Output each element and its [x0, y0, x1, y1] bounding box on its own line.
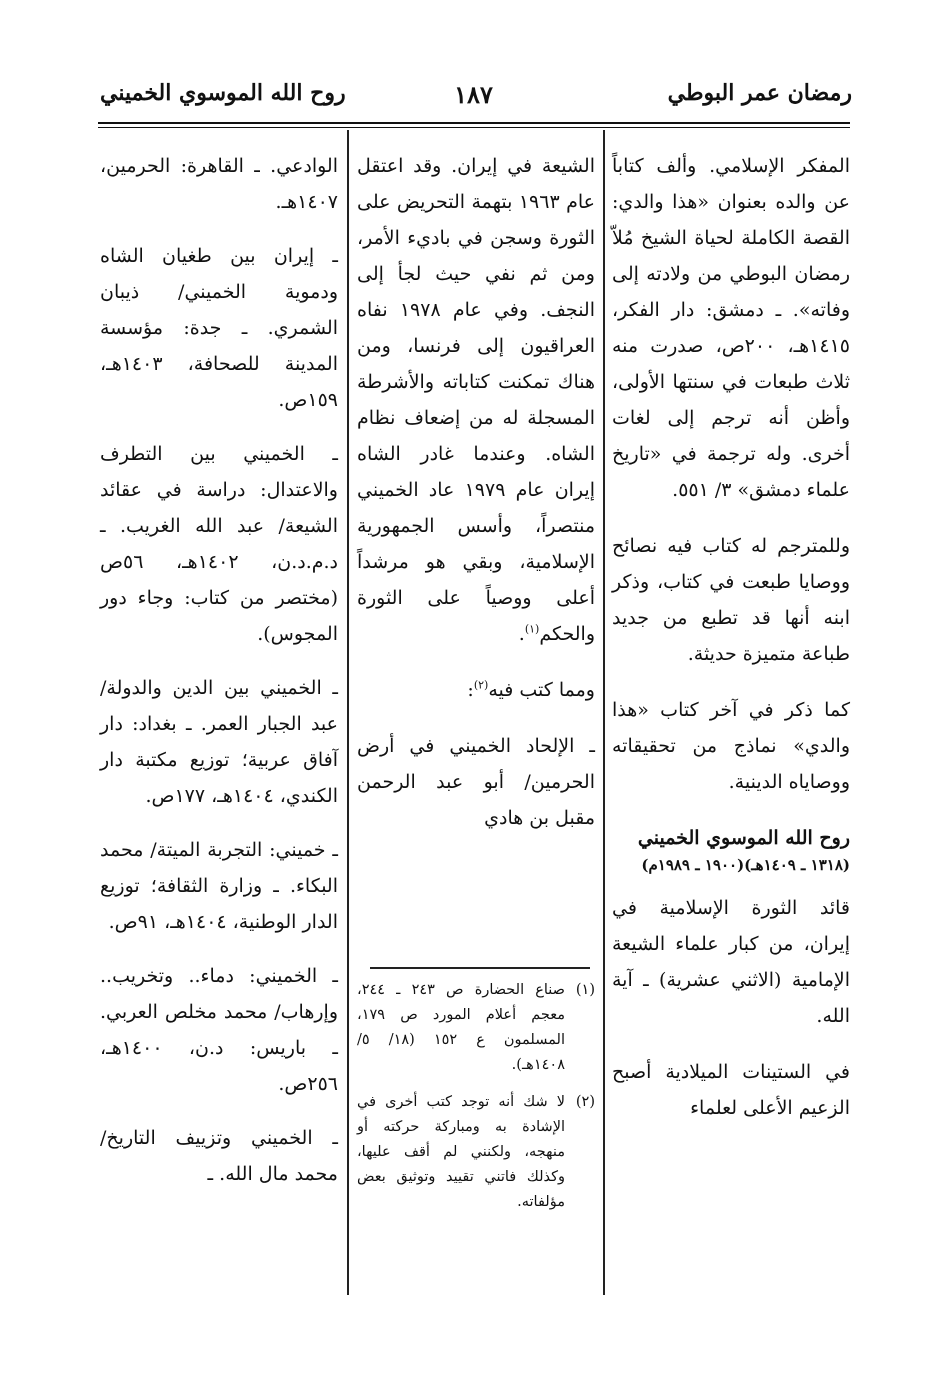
book-entry: ـ الخميني: دماء.. وتخريب.. وإرهاب/ محمد مخلص العربي. ـ باريس: د.ن، ١٤٠٠هـ، ٢٥٦ص. [100, 965, 338, 1095]
paragraph-text: الشيعة في إيران. وقد اعتقل عام ١٩٦٣ بتهمة التحريض على الثورة وسجن في باديء الأمر، ومن ثم نفي حيث لجأ إلى النجف. وفي عام ١٩٧٨ نفاه العراقيون إلى فرنسا، ومن هناك تمكنت كتاباته والأشرطة المسجلة له من إضعاف نظام الشاه. وعندما غادر الشاه إيران عام ١٩٧٩ عاد الخميني منتصراً، وأسس الجمهورية الإسلامية، وبقي هو مرشداً أعلى ووصياً على الثورة والحكم [357, 155, 595, 645]
book-entry: ـ الخميني وتزييف التاريخ/ محمد مال الله. ـ [100, 1127, 338, 1185]
footnote-text: لا شك أنه توجد كتب أخرى في الإشادة به ومباركة حركته أو منهجه، ولكنني لم أقف عليها، وكذلك فاتني تقييد وتوثيق بعض مؤلفاته. [357, 1094, 565, 1210]
biography-heading: روح الله الموسوي الخميني [637, 827, 850, 849]
left-column [100, 148, 338, 1308]
footnote-number: (١) [575, 982, 595, 998]
footnotes [357, 978, 595, 1227]
book-entry: ـ إيران بين طغيان الشاه ودموية الخميني/ ذيبان الشمري. ـ جدة: مؤسسة المدينة للصحافة، ١٤٠٣هـ، ١٥٩ص. [100, 245, 338, 411]
column-divider-left [347, 130, 349, 1295]
footnote-reference: (١) [524, 622, 540, 636]
paragraph-text: ومما كتب فيه [488, 679, 595, 701]
paragraph: وللمترجم له كتاب فيه نصائح ووصايا طبعت في كتاب، وذكر ابنه أنها قد تطبع من جديد طباعة متميزة حديثة. [612, 535, 850, 665]
paragraph [357, 672, 595, 708]
header-rule-bottom [98, 127, 850, 128]
column-divider-right [603, 130, 605, 1295]
running-header-title: روح الله الموسوي الخميني [100, 80, 346, 106]
right-column [612, 148, 850, 1308]
footnote [357, 978, 595, 1078]
middle-column [357, 148, 595, 968]
running-header-author: رمضان عمر البوطي [667, 80, 852, 106]
paragraph: قائد الثورة الإسلامية في إيران، من كبار علماء الشيعة الإمامية (الاثني عشرية) ـ آية الله. [612, 897, 850, 1027]
footnote-rule [370, 967, 590, 969]
footnote-reference: (٢) [473, 678, 489, 692]
book-entry: الوادعي. ـ القاهرة: الحرمين، ١٤٠٧هـ. [100, 155, 338, 213]
footnote-number: (٢) [575, 1094, 595, 1110]
book-entry: ـ الخميني بين الدين والدولة/ عبد الجبار العمر. ـ بغداد: دار آفاق عربية؛ توزيع مكتبة دار الكندي، ١٤٠٤هـ، ١٧٧ص. [100, 677, 338, 807]
footnote-text: صناع الحضارة ص ٢٤٣ ـ ٢٤٤، معجم أعلام المورد ص ١٧٩، المسلمون ع ١٥٢ (١٨/ ٥/ ١٤٠٨هـ). [357, 982, 565, 1073]
book-entry: ـ خميني: التجربة الميتة/ محمد البكاء. ـ وزارة الثقافة؛ توزيع الدار الوطنية، ١٤٠٤هـ، ٩١ص. [100, 839, 338, 933]
paragraph: في الستينات الميلادية أصبح الزعيم الأعلى لعلماء [612, 1061, 850, 1119]
footnote [357, 1090, 595, 1215]
book-entry: ـ الإلحاد الخميني في أرض الحرمين/ أبو عبد الرحمن مقبل بن هادي [357, 735, 595, 829]
paragraph: المفكر الإسلامي. وألف كتاباً عن والده بعنوان «هذا والدي: القصة الكاملة لحياة الشيخ مُلاّ رمضان البوطي من ولادته إلى وفاته». ـ دمشق: دار الفكر، ١٤١٥هـ، ٢٠٠ص، صدرت منه ثلاث طبعات في سنتها الأولى، وأظن أنه ترجم إلى لغات أخرى. وله ترجمة في «تاريخ علماء دمشق» ٣/ ٥٥١. [612, 155, 850, 501]
page-number: ١٨٧ [454, 80, 493, 109]
paragraph: كما ذكر في آخر كتاب «هذا والدي» نماذج من تحقيقاته ووصاياه الدينية. [612, 699, 850, 793]
paragraph: الشيعة في إيران. وقد اعتقل عام ١٩٦٣ بتهمة التحريض على الثورة وسجن في باديء الأمر، ومن ثم نفي حيث لجأ إلى النجف. وفي عام ١٩٧٨ نفاه العراقيون إلى فرنسا، ومن هناك تمكنت كتاباته والأشرطة المسجلة له من إضعاف نظام الشاه. وعندما غادر الشاه إيران عام ١٩٧٩ عاد الخميني منتصراً، وأسس الجمهورية الإسلامية، وبقي هو مرشداً أعلى ووصياً على الثورة والحكم$^{(١)}$. [357, 155, 595, 645]
book-entry: ـ الخميني بين التطرف والاعتدال: دراسة في عقائد الشيعة/ عبد الله الغريب. ـ د.م.د.ن، ١٤٠٢هـ، ٥٦ص (مختصر من كتاب: وجاء دور المجوس). [100, 443, 338, 645]
paragraph-text: : [467, 679, 474, 701]
biography-dates: (١٣١٨ ـ ١٤٠٩هـ)(١٩٠٠ ـ ١٩٨٩م) [641, 856, 850, 874]
header-rule-top [98, 122, 850, 124]
